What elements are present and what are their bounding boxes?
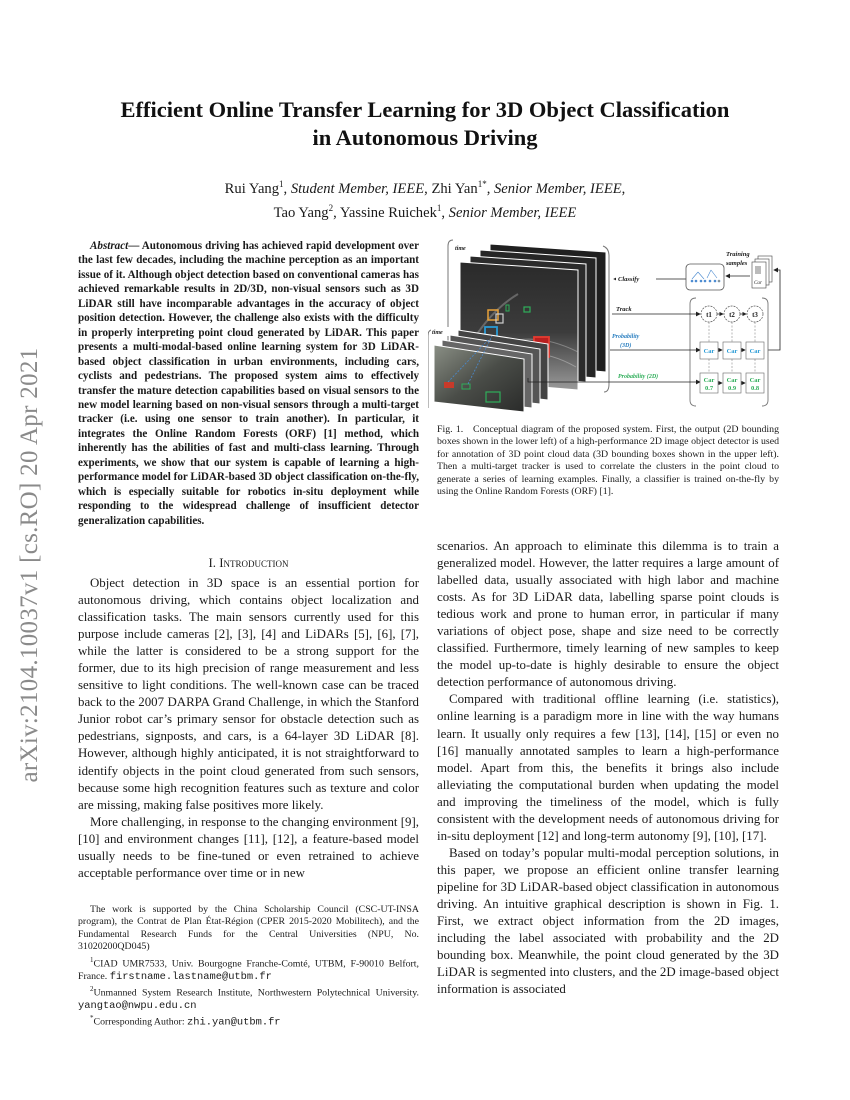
author-name: Yassine Ruichek: [339, 204, 437, 221]
title-line-1: Efficient Online Transfer Learning for 3D Object Classification: [120, 97, 730, 122]
section-heading-introduction: [78, 556, 419, 571]
intro-right-column: [437, 538, 779, 998]
author-list: [80, 175, 770, 223]
author-name: Rui Yang: [224, 180, 280, 197]
time-label: time: [455, 246, 466, 252]
abstract-dash: —: [128, 240, 142, 252]
author-role: Senior Member, IEEE: [493, 180, 622, 197]
paragraph: Based on today’s popular multi-modal perception solutions, in this paper, we propose an efficient online transfer learning pipeline for 3D LiDAR-based object classification in autonomous driving. An intuitive graphical description is shown in Fig. 1. First, we extract object information from the 2D images, including the label associated with probability and the 2D bounding box. Meanwhile, the point cloud generated by the 3D LiDAR is segmented into clusters, and the 2D image-based object information is associated: [437, 845, 779, 997]
training-samples-label: Training: [726, 251, 750, 258]
figure-1: [428, 232, 783, 412]
figure-1-caption: [437, 424, 779, 499]
footnote-corresponding: [78, 1012, 419, 1029]
caption-text: Conceptual diagram of the proposed system. First, the output (2D bounding boxes shown in the lower left) of a high-performance 2D image object detector is used for annotation of 3D point cloud data (3D bounding boxes shown in the upper left). Then a multi-target tracker is used to correlate the clusters in the point cloud to generate a series of learning examples. Finally, a classifier is trained on-the-fly by using the Online Random Forests (ORF) [1].: [437, 424, 779, 498]
footnote-affiliation-2: [78, 983, 419, 1012]
prob-2d: 0.9: [727, 385, 737, 392]
classify-label: Classify: [618, 276, 640, 283]
online-random-forest-box: [686, 264, 724, 290]
email-link[interactable]: yangtao@nwpu.edu.cn: [78, 999, 197, 1012]
paragraph: Compared with traditional offline learning (i.e. statistics), online learning is a paradigm more in line with the way humans learn. It usually only requires a few [13], [14], [15] or even no [16] manually annotated samples to learn a high-performance model. Apart from this, the benefits it brings also include alleviating the computational burden when updating the model and improving the timeliness of the model, which is fully consistent with the development needs of autonomous driving for in-situ deployment [12] and long-term autonomy [9], [10], [17].: [437, 692, 779, 843]
author-role: Student Member, IEEE: [290, 180, 425, 197]
footnotes: [78, 904, 419, 1029]
label-3d: Car: [703, 348, 715, 355]
prob-2d: 0.8: [750, 385, 760, 392]
label-3d: Car: [726, 348, 738, 355]
abstract: [78, 239, 419, 528]
footnote-text: CIAD UMR7533, Univ. Bourgogne Franche-Comté, UTBM, F-90010 Belfort, France.: [78, 958, 419, 982]
bbox-2d: [444, 382, 454, 388]
author-name: Zhi Yan: [431, 180, 478, 197]
footnote-text: Corresponding Author:: [93, 1016, 188, 1028]
footnote-affiliation-1: [78, 954, 419, 983]
author-role: Senior Member, IEEE: [448, 204, 577, 221]
abstract-paragraph: [78, 239, 419, 528]
timestep-label: t1: [706, 311, 712, 319]
abstract-label: Abstract: [90, 240, 129, 252]
time-label: time: [432, 330, 443, 336]
section-number: I.: [208, 556, 220, 570]
abstract-text: Autonomous driving has achieved rapid development over the last few decades, including the machine perception as an important issue of it. Although object detection based on conventional cameras has achieved remarkable results in 2D/3D, non-visual sensors such as 3D LiDAR still have incomparable advantages in the accuracy of object position detection. However, the challenge also exists with the difficulty in properly interpreting point cloud generated by LiDAR. This paper presents a multi-modal-based online learning system for 3D LiDAR-based object classification in urban environments, including cars, cyclists and pedestrians. The proposed system aims to effectively transfer the mature detection capabilities based on visual sensors to the new model learning based on non-visual sensors through a multi-target tracker (i.e. using one sensor to train another). In particular, it integrates the Online Random Forests (ORF) [1] method, which inherently has the abilities of fast and multi-class learning. Through experiments, we show that our system is capable of learning a high-performance model for LiDAR-based 3D object classification on-the-fly, which is especially suitable for robotics in-situ deployment while responding to the widespread challenge of insufficient detector generalization capabilities.: [78, 240, 420, 527]
intro-left-column: [78, 575, 419, 882]
prob3d-label: Probability: [612, 334, 640, 340]
prob3d-label: (3D): [620, 343, 632, 349]
footnote-text: Unmanned System Research Institute, Northwestern Polytechnical University.: [93, 987, 419, 999]
figure-1-diagram: [428, 232, 783, 412]
track-label: Track: [616, 306, 632, 313]
arxiv-stamp-text: arXiv:2104.10037v1 [cs.RO] 20 Apr 2021: [16, 347, 43, 783]
timestep-label: t2: [729, 311, 735, 319]
training-samples-label: samples: [726, 260, 748, 267]
email-link[interactable]: firstname.lastname@utbm.fr: [109, 970, 272, 983]
paragraph: Object detection in 3D space is an essential portion for autonomous driving, which contains object localization and classification tasks. The main sensors currently used for this purpose include cameras [2], [3], [4] and LiDARs [5], [6], [7], while the latter is considered to be a strong support for the former, due to its high precision of range measurement and less sensitive to light conditions. The well-known case can be traced back to the 2007 DARPA Grand Challenge, in which the Stanford Junior robot car’s primary sensor for obstacle detection such as pedestrians, signposts, and cars, is a 64-layer 3D LiDAR [8]. However, although highly anticipated, it is not straightforward to identify objects in the point cloud generated from such sensors, because some high recognition features such as texture and color are missing, making false positives more likely.: [78, 576, 419, 812]
paragraph: scenarios. An approach to eliminate this dilemma is to train a generalized model. However, the latter requires a large amount of labelled data, usually associated with high labor and machine costs. As for 3D LiDAR data, labelling sparse point clouds is tedious work and prone to human error, in particular if many variations of object pose, shape and size need to be correctly classified. Furthermore, timely learning of new samples to keep the model up-to-date is highly desirable to ensure the object detection performance of autonomous driving.: [437, 539, 779, 690]
footnote-marker: 1: [90, 955, 94, 964]
prob-2d: 0.7: [704, 385, 714, 392]
author-line-1: Rui Yang$^1$, Student Member, IEEE, Zhi Yan$^{1*}$, Senior Member, IEEE,: [224, 179, 626, 197]
email-link[interactable]: zhi.yan@utbm.fr: [187, 1016, 281, 1029]
label-2d: Car: [703, 377, 715, 384]
prob2d-label: Probability (2D): [618, 374, 659, 380]
label-3d: Car: [749, 348, 761, 355]
timestep-label: t3: [752, 311, 758, 319]
footnote-marker: 2: [90, 985, 94, 993]
footnote-funding: The work is supported by the China Scholarship Council (CSC-UT-INSA program), the Contrat de Plan État-Région (CPER 2015-2020 Mobilitech), and the Fundamental Research Funds for the Central Universities (NPU, No. 31020200QD045): [78, 904, 419, 953]
caption-label: Fig. 1.: [437, 424, 464, 435]
title-line-2: in Autonomous Driving: [312, 125, 538, 150]
footnote-marker: *: [90, 1014, 94, 1023]
author-sup: 1: [279, 179, 284, 189]
paragraph: More challenging, in response to the changing environment [9], [10] and environment changes [11], [12], a feature-based model usually needs to be fine-tuned or even retrained to achieve acceptable performance over time or in new: [78, 814, 419, 880]
paper-title: [80, 96, 770, 152]
author-line-2: Tao Yang$^2$, Yassine Ruichek$^1$, Senior Member, IEEE: [273, 202, 577, 221]
section-title: Introduction: [219, 556, 289, 570]
tracker-grid: [700, 306, 764, 393]
sample-card-label: Car: [754, 281, 762, 286]
author-sup: 1*: [477, 179, 487, 189]
label-2d: Car: [726, 377, 738, 384]
label-2d: Car: [749, 377, 761, 384]
author-sup: 1: [436, 202, 442, 213]
arxiv-stamp: [10, 290, 50, 840]
author-name: Tao Yang: [273, 204, 329, 221]
author-sup: 2: [328, 202, 334, 213]
